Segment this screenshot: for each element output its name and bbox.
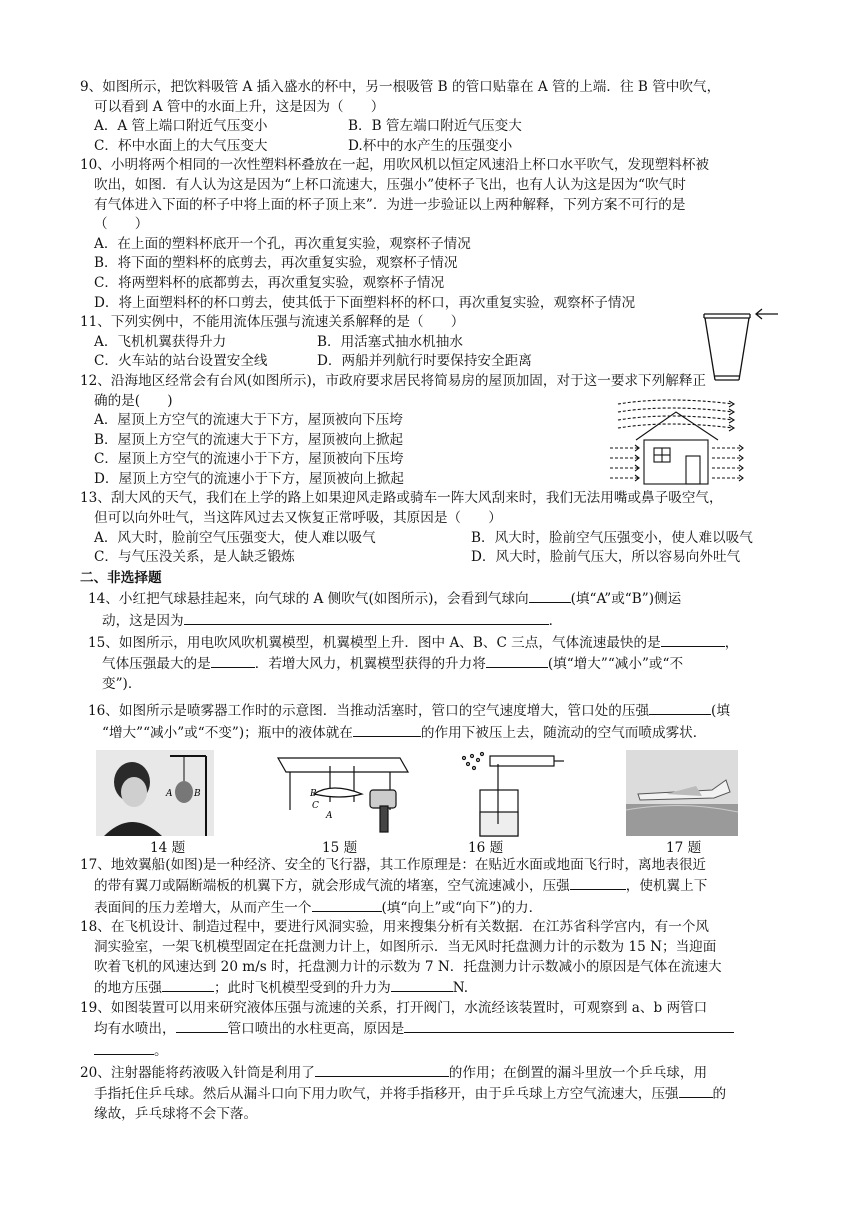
question-20-text-e: 缘故，乒乓球将不会下落。 xyxy=(94,1105,258,1122)
question-11-option-d[interactable]: D．两船并列航行时要保持安全距离 xyxy=(317,353,532,370)
question-17 xyxy=(80,856,780,919)
question-11-option-c[interactable]: C．火车站的站台设置安全线 xyxy=(94,353,268,370)
question-16-blank-1[interactable] xyxy=(649,700,711,715)
caption-16: 16 题 xyxy=(468,839,504,856)
question-10-stem-line1: 10、小明将两个相同的一次性塑料杯叠放在一起，用吹风机以恒定风速沿上杯口水平吹气，发现塑料杯被 xyxy=(80,157,710,174)
question-16-text-b: (填 xyxy=(711,703,730,720)
question-17-text-e: (填“向上”或“向下”)的力． xyxy=(381,899,543,916)
question-14-text-end: ． xyxy=(548,613,563,630)
question-18-text-f: N. xyxy=(452,980,469,997)
question-15-blank-3[interactable] xyxy=(486,653,548,668)
question-19-text-b: 均有水喷出， xyxy=(94,1021,176,1038)
question-13-option-c[interactable]: C．与气压没关系，是人缺乏锻炼 xyxy=(94,549,295,566)
question-14-blank-2[interactable] xyxy=(184,610,549,625)
wing-model-figure xyxy=(270,750,410,840)
question-20-text-a: 20、注射器能将药液吸入针筒是利用了 xyxy=(80,1064,315,1081)
question-10-option-d[interactable]: D．将上面塑料杯的杯口剪去，使其低于下面塑料杯的杯口，再次重复实验，观察杯子情况 xyxy=(94,294,636,311)
question-19 xyxy=(80,999,780,1062)
question-9-option-d[interactable]: D.杯中的水产生的压强变小 xyxy=(348,137,513,154)
question-14 xyxy=(80,588,780,631)
question-19-blank-1[interactable] xyxy=(176,1018,228,1033)
question-18-blank-2[interactable] xyxy=(391,977,453,992)
question-13-stem-line2: 但可以向外吐气，当这阵风过去又恢复正常呼吸，其原因是（ ） xyxy=(94,510,502,527)
caption-17: 17 题 xyxy=(666,839,702,856)
question-13-option-b[interactable]: B．风大时，脸前空气压强变小，使人难以吸气 xyxy=(471,529,753,546)
question-12-stem-line2: 确的是( ) xyxy=(94,392,173,409)
caption-15: 15 题 xyxy=(322,839,358,856)
question-11 xyxy=(80,313,780,372)
balloon-label-a: A xyxy=(166,788,173,799)
wing-label-c: C xyxy=(312,800,319,811)
question-15-text-f: 变”)． xyxy=(102,675,142,692)
question-19-text-a: 19、如图装置可以用来研究液体压强与流速的关系，打开阀门，水流经该装置时，可观察到 a、b 两管口 xyxy=(80,999,708,1016)
question-15-text-a: 15、如图所示，用电吹风吹机翼模型，机翼模型上升．图中 A、B、C 三点，气体流速最快的是 xyxy=(88,634,661,651)
question-20-text-b: 的作用；在倒置的漏斗里放一个乒乓球，用 xyxy=(448,1064,708,1081)
question-19-text-c: 管口喷出的水柱更高，原因是 xyxy=(227,1021,405,1038)
question-15-text-e: (填“增大”“减小”或“不 xyxy=(547,656,684,673)
question-9-stem-line2: 可以看到 A 管中的水面上升，这是因为（ ） xyxy=(94,98,385,115)
question-15-text-d: ．若增大风力，机翼模型获得的升力将 xyxy=(254,656,486,673)
question-11-option-a[interactable]: A．飞机机翼获得升力 xyxy=(94,333,227,350)
caption-14: 14 题 xyxy=(150,839,186,856)
question-9-stem-line1: 9、如图所示，把饮料吸管 A 插入盛水的杯中，另一根吸管 B 的管口贴靠在 A 管的上端．往 B 管中吹气， xyxy=(80,79,721,95)
question-13 xyxy=(80,489,780,567)
balloon-photo-figure xyxy=(96,750,214,836)
question-12-option-b[interactable]: B．屋顶上方空气的流速大于下方，屋顶被向上掀起 xyxy=(94,431,404,448)
question-18-text-a: 18、在飞机设计、制造过程中，要进行风洞实验，用来搜集分析有关数据．在江苏省科学宫内，有一个风 xyxy=(80,919,710,936)
question-17-text-b: 的带有翼刀或隔断端板的机翼下方，就会形成气流的堵塞，空气流速减小，压强 xyxy=(94,878,570,895)
question-12-stem-line1: 12、沿海地区经常会有台风(如图所示)，市政府要求居民将简易房的屋顶加固，对于这一要求下列解释正 xyxy=(80,372,707,389)
question-10 xyxy=(80,156,780,313)
question-11-stem: 11、下列实例中，不能用流体压强与流速关系解释的是（ ） xyxy=(80,314,465,331)
wing-label-b: B xyxy=(310,788,317,799)
question-11-option-b[interactable]: B．用活塞式抽水机抽水 xyxy=(317,333,463,350)
question-16-text-a: 16、如图所示是喷雾器工作时的示意图．当推动活塞时，管口的空气速度增大，管口处的压强 xyxy=(88,703,650,720)
section-heading-non-choice: 二、非选择题 xyxy=(80,569,162,586)
question-10-stem-line2: 吹出，如图．有人认为这是因为“上杯口流速大，压强小”使杯子飞出，也有人认为这是因为“吹气时 xyxy=(94,176,686,193)
question-18-text-e: ；此时飞机模型受到的升力为 xyxy=(213,980,391,997)
question-16-text-c: “增大”“减小”或“不变”)；瓶中的液体就在 xyxy=(102,725,353,741)
question-16-blank-2[interactable] xyxy=(353,722,421,737)
question-17-blank-2[interactable] xyxy=(312,897,382,912)
question-17-blank-1[interactable] xyxy=(570,875,626,890)
question-19-text-end: 。 xyxy=(154,1042,168,1059)
question-19-blank-2[interactable] xyxy=(404,1018,734,1033)
figures-row xyxy=(80,750,780,856)
question-10-option-a[interactable]: A．在上面的塑料杯底开一个孔，再次重复实验，观察杯子情况 xyxy=(94,235,471,252)
question-20 xyxy=(80,1062,780,1125)
question-15 xyxy=(80,632,780,695)
question-9-option-c[interactable]: C．杯中水面上的大气压变大 xyxy=(94,137,268,154)
question-20-blank-1[interactable] xyxy=(315,1062,449,1077)
question-20-text-d: 的 xyxy=(712,1086,727,1103)
question-15-text-b: ， xyxy=(724,634,739,651)
question-18-blank-1[interactable] xyxy=(162,977,214,992)
balloon-label-b: B xyxy=(194,788,201,799)
question-10-stem-line3: 有气体进入下面的杯子中将上面的杯子顶上来”．为进一步验证以上两种解释，下列方案不可行的是 xyxy=(94,196,686,213)
question-17-text-c: ，使机翼上下 xyxy=(625,878,708,895)
question-10-option-c[interactable]: C．将两塑料杯的底都剪去，再次重复实验，观察杯子情况 xyxy=(94,274,445,291)
typhoon-house-figure xyxy=(608,396,748,488)
question-12-option-a[interactable]: A．屋顶上方空气的流速大于下方，屋顶被向下压垮 xyxy=(94,412,403,429)
question-12-option-d[interactable]: D．屋顶上方空气的流速小于下方，屋顶被向上掀起 xyxy=(94,470,404,487)
question-15-blank-1[interactable] xyxy=(661,632,725,647)
question-12-option-c[interactable]: C．屋顶上方空气的流速小于下方，屋顶被向下压垮 xyxy=(94,451,404,468)
question-16-text-d: 的作用下被压上去，随流动的空气而喷成雾状． xyxy=(420,725,707,741)
question-20-blank-2[interactable] xyxy=(679,1083,713,1098)
question-13-option-a[interactable]: A．风大时，脸前空气压强变大，使人难以吸气 xyxy=(94,529,376,546)
question-13-option-d[interactable]: D．风大时，脸前气压大，所以容易向外吐气 xyxy=(471,549,741,566)
question-12 xyxy=(80,372,780,490)
wig-craft-photo-figure xyxy=(626,750,738,836)
question-19-blank-3[interactable] xyxy=(94,1040,154,1055)
question-13-stem-line1: 13、刮大风的天气，我们在上学的路上如果迎风走路或骑车一阵大风刮来时，我们无法用嘴或鼻子吸空气， xyxy=(80,490,723,507)
sprayer-figure xyxy=(456,750,566,840)
question-14-blank-1[interactable] xyxy=(529,588,571,603)
question-9-option-a[interactable]: A．A 管上端口附近气压变小 xyxy=(94,118,268,135)
question-17-text-d: 表面间的压力差增大，从而产生一个 xyxy=(94,899,312,916)
wing-label-a: A xyxy=(326,810,333,821)
question-18 xyxy=(80,918,780,998)
question-9 xyxy=(80,78,780,156)
question-14-text-b: (填“A”或“B”)侧运 xyxy=(570,591,682,608)
question-20-text-c: 手指托住乒乓球。然后从漏斗口向下用力吹气，并将手指移开，由于乒乓球上方空气流速大，压强 xyxy=(94,1086,679,1103)
question-17-text-a: 17、地效翼船(如图)是一种经济、安全的飞行器，其工作原理是：在贴近水面或地面飞行时，离地表很近 xyxy=(80,856,707,873)
question-10-stem-line4: （ ） xyxy=(94,216,149,233)
question-10-option-b[interactable]: B．将下面的塑料杯的底剪去，再次重复实验，观察杯子情况 xyxy=(94,255,458,272)
question-9-option-b[interactable]: B．B 管左端口附近气压变大 xyxy=(348,118,522,135)
question-18-text-c: 吹着飞机的风速达到 20 m/s 时，托盘测力计的示数为 7 N．托盘测力计示数减小的原因是气体在流速大 xyxy=(94,958,722,975)
question-14-text-a: 14、小红把气球悬挂起来，向气球的 A 侧吹气(如图所示)，会看到气球向 xyxy=(88,591,529,608)
question-18-text-b: 洞实验室，一架飞机模型固定在托盘测力计上，如图所示．当无风时托盘测力计的示数为 15 N；当迎面 xyxy=(94,938,717,955)
question-16 xyxy=(80,700,780,743)
question-14-text-c: 动，这是因为 xyxy=(102,613,184,630)
question-15-text-c: 气体压强最大的是 xyxy=(102,656,211,673)
question-18-text-d: 的地方压强 xyxy=(94,980,162,997)
question-15-blank-2[interactable] xyxy=(211,653,255,668)
worksheet-page xyxy=(80,78,780,1124)
